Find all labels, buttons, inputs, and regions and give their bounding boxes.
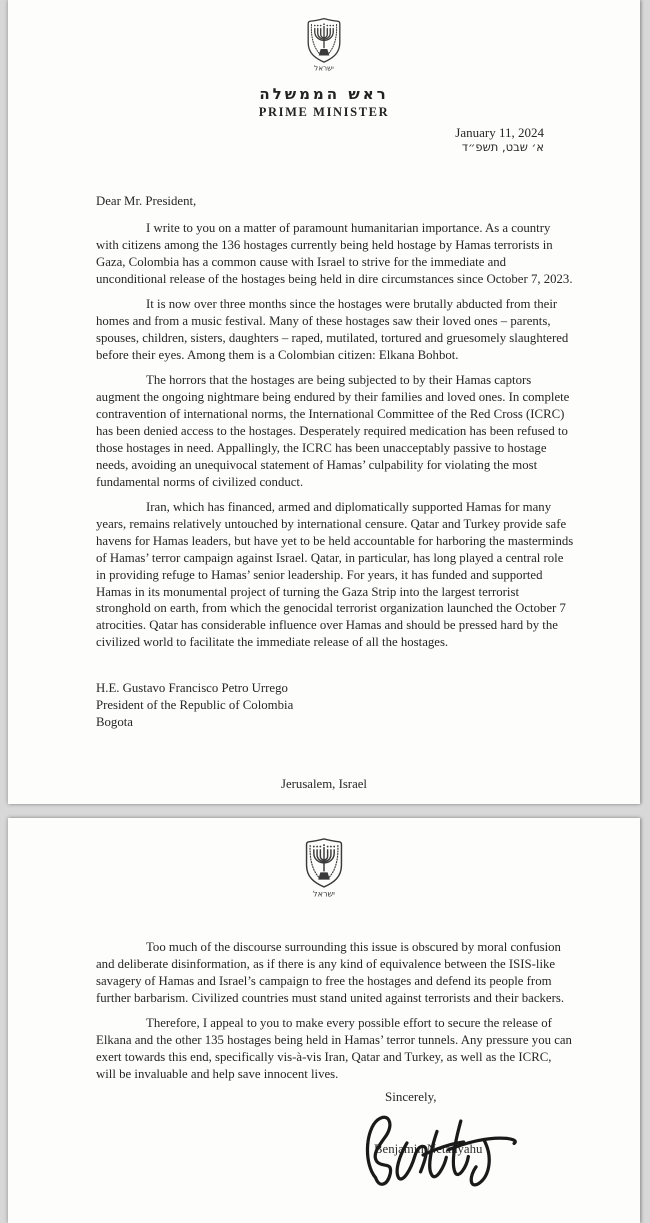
hebrew-title: ראש הממשלה (259, 85, 389, 103)
letter-paragraph-1: I write to you on a matter of paramount humanitarian importance. As a country with citizens among the 136 hostages currently being held hostage by Hamas terrorists in Gaza, Colombia has a common cause with Israel to strive for the immediate and unconditional release of the hostages being held in dire circumstances since October 7, 2023. (96, 220, 573, 286)
date-hebrew: א׳ שבט, תשפ״ד (461, 140, 544, 154)
letter-paragraph-2: It is now over three months since the hostages were brutally abducted from their homes and from a music festival. Many of these hostages saw their loved ones – parents, spouses, children, sisters, daughters – raped, mutilated, tortured and gruesomely slaughtered before their eyes. Among them is a Colombian citizen: Elkana Bohbot. (96, 297, 569, 362)
emblem-caption: ישראל (313, 889, 335, 899)
letterhead (8, 0, 640, 120)
recipient-name: H.E. Gustavo Francisco Petro Urrego (96, 681, 288, 696)
salutation: Dear Mr. President, (96, 194, 197, 208)
recipient-city: Bogota (96, 715, 133, 730)
emblem-caption: ישראל (314, 63, 334, 73)
letter-paragraph-5: Too much of the discourse surrounding this issue is obscured by moral confusion and deliberate disinformation, as if there is any kind of equivalence between the ISIS-like savagery of Hamas and Israel’s campaign to free the hostages and defend its people from further barbarism. Civilized countries must stand united against terrorists and their backers. (96, 940, 565, 1005)
signer-name: Benjamin Netanyahu (374, 1142, 483, 1156)
letter-paragraph-6: Therefore, I appeal to you to make every possible effort to secure the release of Elkana and the other 135 hostages being held in Hamas’ terror tunnels. Any pressure you can exert towards this end, specifically vis-à-vis Iran, Qatar and Turkey, as well as the ICRC, will be invaluable and help save innocent lives. (96, 1016, 572, 1081)
signature (359, 1105, 530, 1198)
place-line: Jerusalem, Israel (281, 777, 367, 792)
letter-paragraph-4: Iran, which has financed, armed and diplomatically supported Hamas for many years, remains relatively untouched by international censure. Qatar and Turkey provide safe havens for Hamas leaders, but have yet to be held accountable for harboring the masterminds of Hamas’ terror campaign against Israel. Qatar, in particular, has long played a central role in providing refuge to Hamas’ senior leadership. For years, it has funded and supported Hamas in its monumental project of turning the Gaza Strip into the largest terrorist stronghold on earth, from which the genocidal terrorist organization launched the October 7 atrocities. Qatar has considerable influence over Hamas and should be pressed hard by the civilized world to facilitate the immediate release of all the hostages. (96, 500, 574, 650)
closing-salutation: Sincerely, (385, 1089, 437, 1104)
date-english: January 11, 2024 (455, 125, 544, 140)
letter-body-page-2 (8, 939, 640, 1083)
letter-paragraph-3: The horrors that the hostages are being subjected to by their Hamas captors augment the ongoing nightmare being endured by their families and loved ones. In complete contravention of international norms, the International Committee of the Red Cross (ICRC) has been denied access to the hostages. Desperately required medication has been refused to those hostages in need. Appallingly, the ICRC has been unacceptably passive to hostage needs, avoiding an unequivocal statement of Hamas’ culpability for violating the most fundamental norms of civilized conduct. (96, 373, 570, 489)
letter-body-page-1 (8, 193, 640, 731)
recipient-block (96, 680, 574, 731)
recipient-title: President of the Republic of Colombia (96, 698, 294, 713)
israel-state-emblem-icon (302, 836, 346, 900)
letterhead-page-2 (8, 818, 640, 905)
english-title: PRIME MINISTER (258, 105, 390, 119)
date-block (8, 125, 640, 155)
israel-state-emblem-icon (304, 16, 344, 74)
letter-page-1 (8, 0, 640, 804)
letter-page-2 (8, 818, 640, 1223)
